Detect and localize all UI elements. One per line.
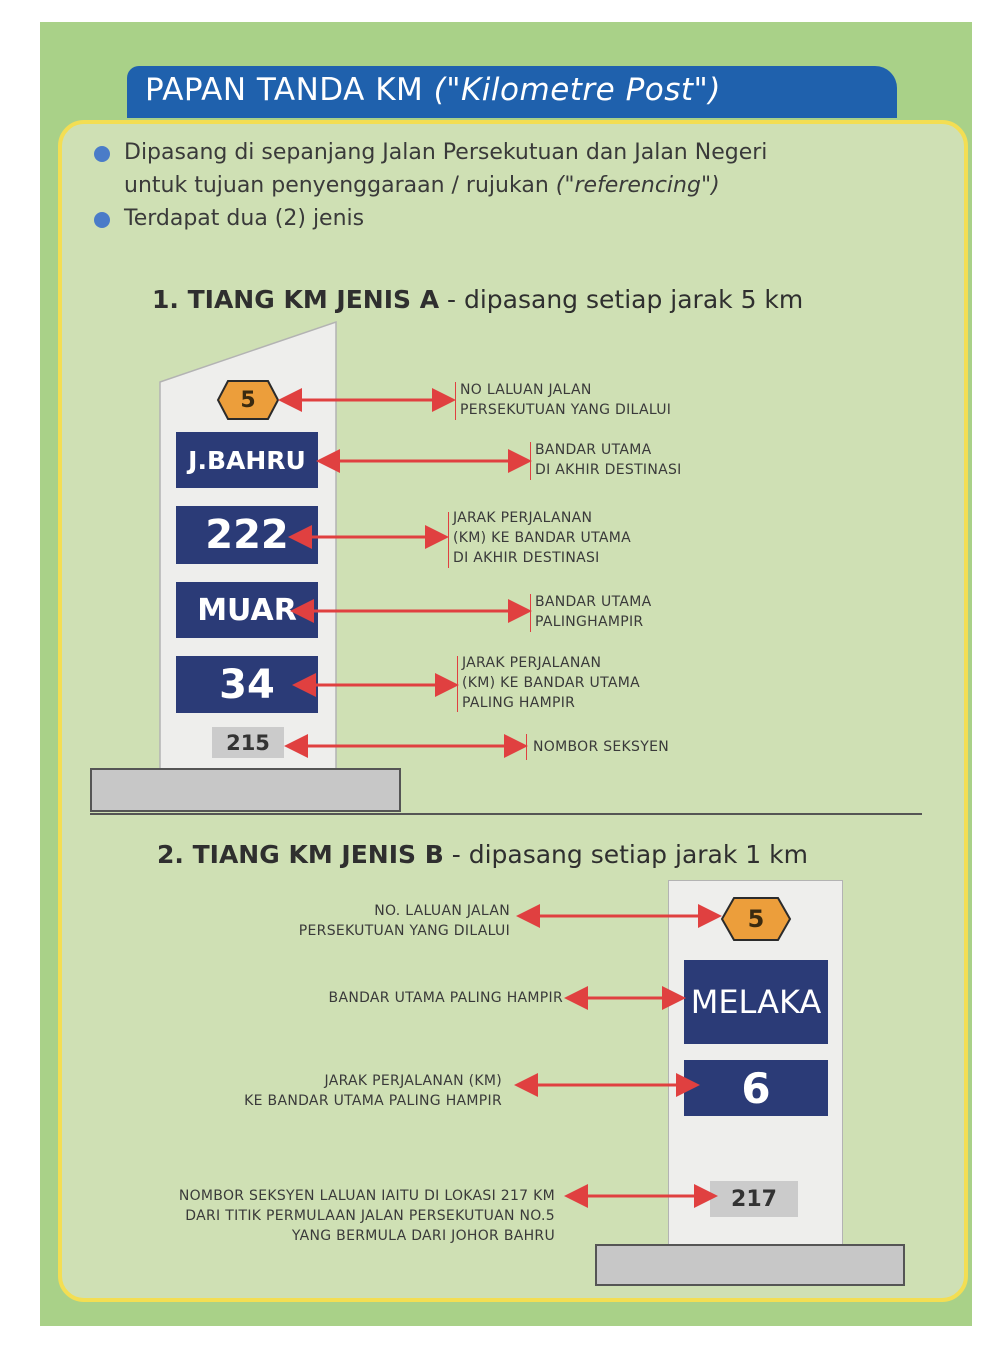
label-route-b <box>200 901 510 941</box>
ground-divider <box>90 813 922 815</box>
label-near-city-l1: BANDAR UTAMA <box>535 594 652 610</box>
label-dest-city-l2: DI AKHIR DESTINASI <box>535 462 682 478</box>
label-section-b-l2: DARI TITIK PERMULAAN JALAN PERSEKUTUAN NO.5 <box>185 1208 555 1224</box>
bullet-dot-icon <box>94 212 110 228</box>
section-b-heading <box>157 840 808 869</box>
route-number-a: 5 <box>240 387 256 413</box>
label-near-distance-b-l2: KE BANDAR UTAMA PALING HAMPIR <box>244 1093 502 1109</box>
label-section-b <box>90 1186 555 1246</box>
label-route-b-l2: PERSEKUTUAN YANG DILALUI <box>298 923 510 939</box>
label-section-b-l3: YANG BERMULA DARI JOHOR BAHRU <box>291 1228 555 1244</box>
label-dest-city <box>535 440 682 480</box>
sign-dest-distance: 222 <box>176 506 318 564</box>
post-a-base <box>90 768 401 812</box>
route-number-b: 5 <box>747 905 765 933</box>
post-b-base <box>595 1244 905 1286</box>
sign-dest-city: J.BAHRU <box>176 432 318 488</box>
sign-section-number: 215 <box>212 727 284 758</box>
bullet-1-line-2-text: untuk tujuan penyenggaraan / rujukan <box>124 173 556 198</box>
sign-near-distance: 34 <box>176 656 318 713</box>
bullet-2: Terdapat dua (2) jenis <box>124 206 365 231</box>
label-near-city-b: BANDAR UTAMA PALING HAMPIR <box>328 990 563 1006</box>
label-rule <box>457 656 458 712</box>
label-near-city <box>535 592 652 632</box>
section-a-heading <box>152 285 803 314</box>
bullet-1-line-2-italic: ("referencing") <box>555 173 720 198</box>
title-main: PAPAN TANDA KM <box>145 72 424 108</box>
label-near-distance-l1: JARAK PERJALANAN <box>462 655 602 671</box>
section-a-heading-rest: - dipasang setiap jarak 5 km <box>439 285 804 314</box>
sign-near-city: MUAR <box>176 582 318 638</box>
label-section-a: NOMBOR SEKSYEN <box>533 739 669 755</box>
label-section-b-l1: NOMBOR SEKSYEN LALUAN IAITU DI LOKASI 217 KM <box>178 1188 555 1204</box>
sign-section-number-b: 217 <box>710 1181 798 1217</box>
bullet-dot-icon <box>94 146 110 162</box>
label-route-b-l1: NO. LALUAN JALAN <box>374 903 510 919</box>
page-title <box>145 72 721 108</box>
title-italic: ("Kilometre Post") <box>433 72 721 108</box>
bullet-1-line-1: Dipasang di sepanjang Jalan Persekutuan dan Jalan Negeri <box>124 140 768 165</box>
label-rule <box>526 734 527 760</box>
label-near-distance-b-l1: JARAK PERJALANAN (KM) <box>324 1073 502 1089</box>
label-near-distance-l2: (KM) KE BANDAR UTAMA <box>462 675 640 691</box>
sign-melaka-city: MELAKA <box>684 960 828 1044</box>
label-near-distance-b <box>150 1071 502 1111</box>
label-near-distance <box>462 653 640 713</box>
label-dest-distance-l2: (KM) KE BANDAR UTAMA <box>453 530 631 546</box>
label-route-a-l2: PERSEKUTUAN YANG DILALUI <box>460 402 672 418</box>
label-dest-distance <box>453 508 631 568</box>
label-near-city-l2: PALINGHAMPIR <box>535 614 644 630</box>
section-b-heading-rest: - dipasang setiap jarak 1 km <box>443 840 808 869</box>
section-b-heading-bold: 2. TIANG KM JENIS B <box>157 840 444 869</box>
label-dest-distance-l1: JARAK PERJALANAN <box>453 510 593 526</box>
label-dest-distance-l3: DI AKHIR DESTINASI <box>453 550 600 566</box>
label-route-a <box>460 380 671 420</box>
label-rule <box>455 382 456 420</box>
label-dest-city-l1: BANDAR UTAMA <box>535 442 652 458</box>
sign-melaka-distance: 6 <box>684 1060 828 1116</box>
label-route-a-l1: NO LALUAN JALAN <box>460 382 592 398</box>
label-near-distance-l3: PALING HAMPIR <box>462 695 576 711</box>
label-rule <box>530 594 531 632</box>
section-a-heading-bold: 1. TIANG KM JENIS A <box>152 285 440 314</box>
label-rule <box>530 442 531 480</box>
bullet-1-line-2 <box>124 173 720 198</box>
label-rule <box>448 512 449 568</box>
